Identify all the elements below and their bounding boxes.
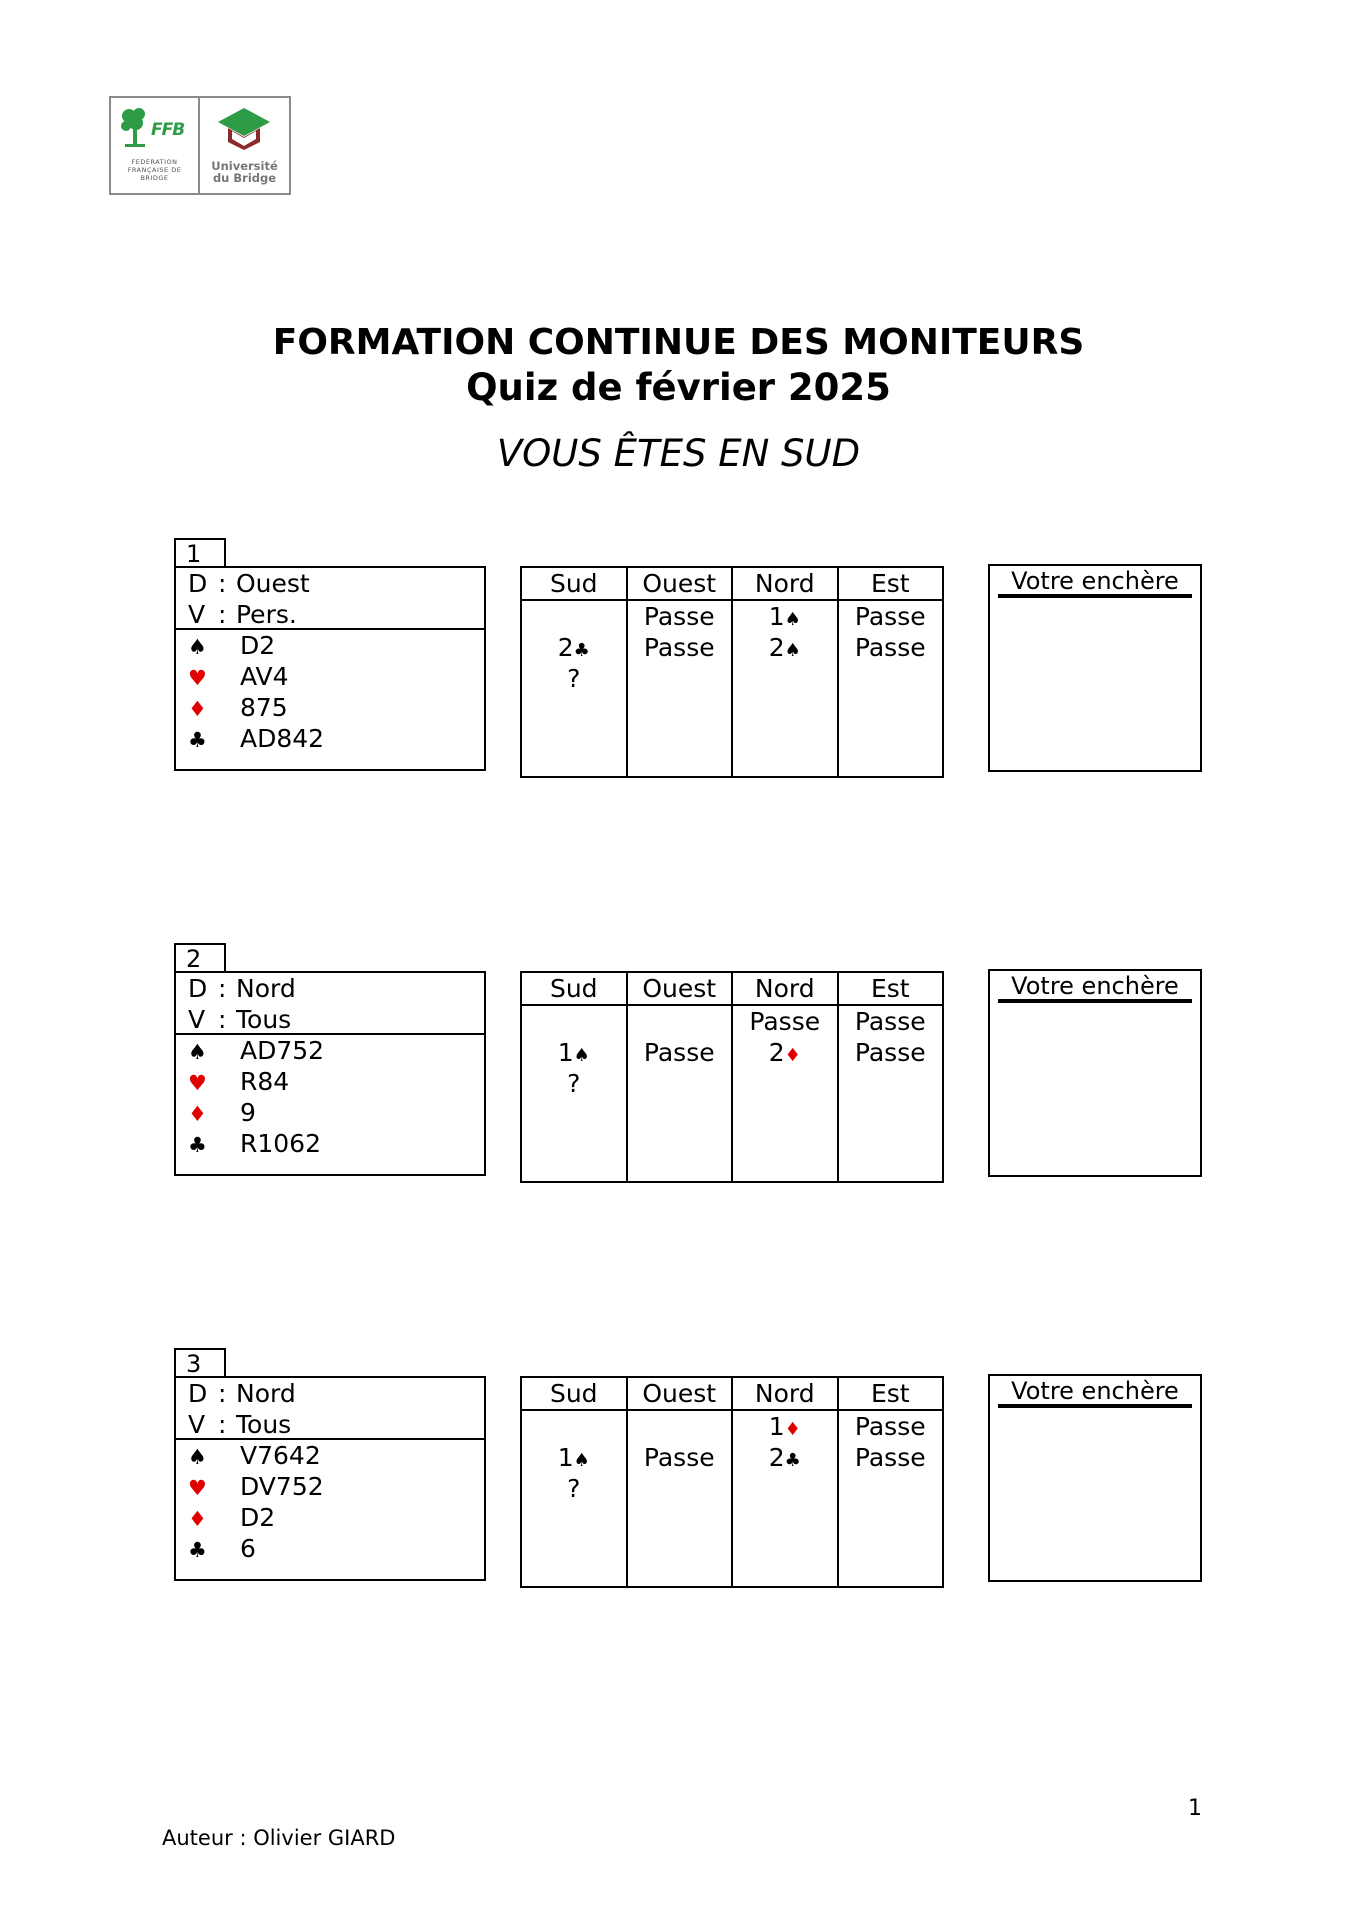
bid-text: ? — [567, 1474, 581, 1503]
bid-cell — [522, 1006, 626, 1037]
bid-text: 2 — [768, 1038, 785, 1067]
answer-box-header: Votre enchère — [998, 566, 1192, 598]
author: Auteur : Olivier GIARD — [162, 1826, 396, 1850]
bid-cell — [522, 1411, 626, 1442]
bidding-column-sud — [522, 973, 628, 1181]
bidding-table — [520, 566, 944, 778]
bid-suit-icon: ♠ — [784, 640, 801, 661]
column-header-sud: Sud — [522, 973, 626, 1006]
dealer-line — [188, 568, 484, 599]
bid-cell — [839, 1411, 943, 1442]
dealer-line-value: Ouest — [236, 569, 310, 598]
column-header-ouest: Ouest — [628, 973, 732, 1006]
bid-cell — [839, 601, 943, 632]
dealer-line — [188, 1378, 484, 1409]
answer-box — [988, 564, 1202, 772]
bid-cell — [522, 1037, 626, 1068]
clubs-icon: ♣ — [188, 1538, 207, 1562]
suit-row-hearts — [176, 1471, 484, 1502]
logo — [109, 96, 291, 195]
answer-box-header: Votre enchère — [998, 971, 1192, 1003]
bid-text: Passe — [854, 1443, 926, 1472]
bidding-column-nord — [733, 1378, 839, 1586]
suit-row-clubs — [176, 1533, 484, 1564]
position-statement: VOUS ÊTES EN SUD — [496, 432, 861, 475]
dealer-line-value: Nord — [236, 1379, 296, 1408]
graduation-cap-icon — [216, 106, 272, 156]
bid-text: Passe — [749, 1007, 821, 1036]
clubs-icon: ♣ — [188, 728, 207, 752]
bid-cell — [733, 1442, 837, 1473]
diamonds-holding: 875 — [240, 693, 288, 722]
hearts-icon: ♥ — [188, 1071, 207, 1095]
column-header-nord: Nord — [733, 973, 837, 1006]
university-logo — [200, 98, 289, 193]
bidding-column-sud — [522, 568, 628, 776]
bid-text: 1 — [768, 1412, 785, 1441]
bidding-column-ouest — [628, 973, 734, 1181]
bid-text: Passe — [854, 1412, 926, 1441]
answer-box-header: Votre enchère — [998, 1376, 1192, 1408]
column-header-nord: Nord — [733, 1378, 837, 1411]
vulnerability-line-value: Tous — [236, 1410, 292, 1439]
bid-cell — [733, 1006, 837, 1037]
ffb-subtitle: FEDERATION FRANÇAISE DE BRIDGE — [127, 158, 182, 182]
bid-text: Passe — [854, 1007, 926, 1036]
bidding-column-est — [839, 568, 943, 776]
bid-cell — [628, 1442, 732, 1473]
answer-box — [988, 969, 1202, 1177]
bid-text: 2 — [768, 633, 785, 662]
hand-box — [174, 971, 486, 1176]
bid-suit-icon: ♠ — [784, 609, 801, 630]
hearts-holding: AV4 — [240, 662, 289, 691]
column-header-est: Est — [839, 973, 943, 1006]
hand-box — [174, 1376, 486, 1581]
bid-suit-icon: ♠ — [573, 1450, 590, 1471]
column-header-sud: Sud — [522, 1378, 626, 1411]
spades-holding: V7642 — [240, 1441, 321, 1470]
vulnerability-line — [188, 1004, 484, 1035]
bid-text: Passe — [643, 602, 715, 631]
bid-text: Passe — [854, 1038, 926, 1067]
bid-cell — [522, 1442, 626, 1473]
vulnerability-line-value: Pers. — [236, 600, 297, 629]
diamonds-icon: ♦ — [188, 697, 207, 721]
bid-cell — [522, 1068, 626, 1099]
hearts-holding: R84 — [240, 1067, 290, 1096]
suit-row-diamonds — [176, 1502, 484, 1533]
spades-icon: ♠ — [188, 1445, 207, 1469]
vulnerability-line-label: V — [188, 1005, 206, 1034]
column-header-sud: Sud — [522, 568, 626, 601]
diamonds-holding: D2 — [240, 1503, 276, 1532]
bid-text: Passe — [643, 633, 715, 662]
bidding-column-nord — [733, 568, 839, 776]
bid-cell — [733, 632, 837, 663]
diamonds-icon: ♦ — [188, 1102, 207, 1126]
clubs-holding: AD842 — [240, 724, 325, 753]
bid-suit-icon: ♠ — [573, 1045, 590, 1066]
bid-cell — [628, 632, 732, 663]
page-title: FORMATION CONTINUE DES MONITEURS — [272, 322, 1085, 363]
answer-box — [988, 1374, 1202, 1582]
quiz-number: 1 — [174, 538, 226, 566]
deal-info — [176, 1378, 484, 1440]
bid-cell — [839, 632, 943, 663]
bidding-column-ouest — [628, 568, 734, 776]
bid-cell — [839, 1442, 943, 1473]
column-header-ouest: Ouest — [628, 568, 732, 601]
hand-box — [174, 566, 486, 771]
bidding-column-sud — [522, 1378, 628, 1586]
quiz-block-2 — [0, 943, 1357, 1203]
bid-text: Passe — [643, 1443, 715, 1472]
bid-suit-icon: ♣ — [573, 640, 590, 661]
bid-cell — [733, 1037, 837, 1068]
bid-text: Passe — [643, 1038, 715, 1067]
deal-info — [176, 568, 484, 630]
bid-cell — [733, 1411, 837, 1442]
hand-cards — [176, 1440, 484, 1564]
bid-text: ? — [567, 664, 581, 693]
university-name: Université du Bridge — [211, 159, 278, 185]
suit-row-diamonds — [176, 692, 484, 723]
bid-text: 2 — [768, 1443, 785, 1472]
suit-row-spades — [176, 1035, 484, 1066]
bid-text: Passe — [854, 633, 926, 662]
bid-text: 2 — [557, 633, 574, 662]
bid-suit-icon: ♦ — [784, 1045, 801, 1066]
hearts-icon: ♥ — [188, 1476, 207, 1500]
bidding-column-nord — [733, 973, 839, 1181]
column-header-nord: Nord — [733, 568, 837, 601]
bidding-column-est — [839, 973, 943, 1181]
bid-cell — [733, 601, 837, 632]
vulnerability-line-value: Tous — [236, 1005, 292, 1034]
vulnerability-line — [188, 1409, 484, 1440]
bid-cell — [522, 663, 626, 694]
column-header-est: Est — [839, 1378, 943, 1411]
bid-text: 1 — [557, 1443, 574, 1472]
bid-cell — [628, 1006, 732, 1037]
bid-cell — [839, 1037, 943, 1068]
bid-cell — [839, 1006, 943, 1037]
spades-holding: AD752 — [240, 1036, 325, 1065]
hearts-holding: DV752 — [240, 1472, 324, 1501]
diamonds-holding: 9 — [240, 1098, 256, 1127]
spades-icon: ♠ — [188, 635, 207, 659]
suit-row-clubs — [176, 723, 484, 754]
bid-cell — [522, 632, 626, 663]
bid-cell — [628, 601, 732, 632]
vulnerability-line — [188, 599, 484, 630]
clubs-icon: ♣ — [188, 1133, 207, 1157]
column-header-ouest: Ouest — [628, 1378, 732, 1411]
bid-text: 1 — [557, 1038, 574, 1067]
dealer-line — [188, 973, 484, 1004]
colon: : — [218, 569, 227, 598]
suit-row-hearts — [176, 1066, 484, 1097]
bidding-column-est — [839, 1378, 943, 1586]
suit-row-clubs — [176, 1128, 484, 1159]
quiz-block-1 — [0, 538, 1357, 798]
bid-text: ? — [567, 1069, 581, 1098]
column-header-est: Est — [839, 568, 943, 601]
quiz-number: 3 — [174, 1348, 226, 1376]
vulnerability-line-label: V — [188, 600, 206, 629]
bid-text: Passe — [854, 602, 926, 631]
bid-text: 1 — [768, 602, 785, 631]
colon: : — [218, 1379, 227, 1408]
ffb-wordmark: FFB — [151, 120, 185, 140]
bid-cell — [628, 1411, 732, 1442]
quiz-date: Quiz de février 2025 — [466, 366, 891, 409]
dealer-line-value: Nord — [236, 974, 296, 1003]
dealer-line-label: D — [188, 569, 208, 598]
colon: : — [218, 1005, 227, 1034]
bidding-table — [520, 1376, 944, 1588]
quiz-number: 2 — [174, 943, 226, 971]
bid-suit-icon: ♣ — [784, 1450, 801, 1471]
colon: : — [218, 1410, 227, 1439]
bidding-column-ouest — [628, 1378, 734, 1586]
page-number: 1 — [1188, 1796, 1202, 1821]
bid-cell — [628, 1037, 732, 1068]
spades-icon: ♠ — [188, 1040, 207, 1064]
colon: : — [218, 974, 227, 1003]
hearts-icon: ♥ — [188, 666, 207, 690]
quiz-block-3 — [0, 1348, 1357, 1608]
vulnerability-line-label: V — [188, 1410, 206, 1439]
hand-cards — [176, 630, 484, 754]
bid-cell — [522, 601, 626, 632]
clubs-holding: R1062 — [240, 1129, 321, 1158]
suit-row-spades — [176, 630, 484, 661]
spades-holding: D2 — [240, 631, 276, 660]
hand-cards — [176, 1035, 484, 1159]
bid-cell — [522, 1473, 626, 1504]
deal-info — [176, 973, 484, 1035]
dealer-line-label: D — [188, 974, 208, 1003]
bidding-table — [520, 971, 944, 1183]
suit-row-spades — [176, 1440, 484, 1471]
colon: : — [218, 600, 227, 629]
bid-suit-icon: ♦ — [784, 1419, 801, 1440]
tree-icon — [119, 106, 153, 152]
dealer-line-label: D — [188, 1379, 208, 1408]
suit-row-hearts — [176, 661, 484, 692]
clubs-holding: 6 — [240, 1534, 256, 1563]
diamonds-icon: ♦ — [188, 1507, 207, 1531]
ffb-logo — [111, 98, 200, 193]
suit-row-diamonds — [176, 1097, 484, 1128]
